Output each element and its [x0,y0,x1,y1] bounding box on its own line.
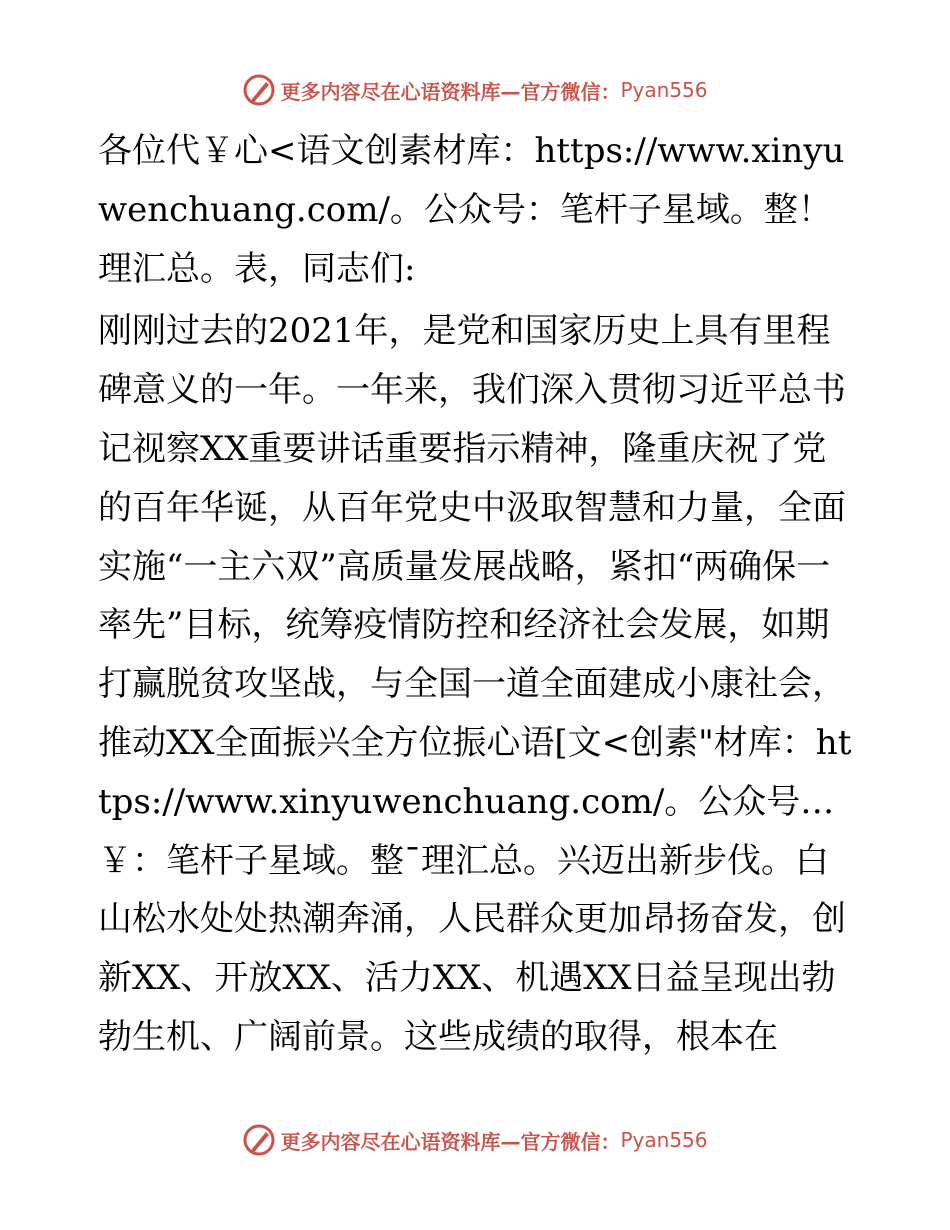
banner-text: 更多内容尽在心语资料库—官方微信： [280,1129,621,1154]
header-banner [0,70,950,110]
pen-logo-icon [242,1123,276,1157]
paragraph-greeting: 各位代￥心<语文创素材库：https://www.xinyuwenchuang.com/。公众号：笔杆子星域。整！理汇总。表，同志们: [98,131,845,289]
banner-contact: Pyan556 [620,78,708,102]
pen-logo-icon [242,73,276,107]
footer-banner [0,1120,950,1160]
paragraph-main: 刚刚过去的2021年，是党和国家历史上具有里程碑意义的一年。一年来，我们深入贯彻习近平总书记视察XX重要讲话重要指示精神，隆重庆祝了党的百年华诞，从百年党史中汲取智慧和力量，全面实施“一主六双”高质量发展战略，紧扣“两确保一率先”目标，统筹疫情防控和经济社会发展，如期打赢脱贫攻坚战，与全国一道全面建成小康社会，推动XX全面振兴全方位振心语[文<创素"材库：https://www.xinyuwenchuang.com/。公众号…￥：笔杆子星域。整¯理汇总。兴迈出新步伐。白山松水处处热潮奔涌，人民群众更加昂扬奋发，创新XX、开放XX、活力XX、机遇XX日益呈现出勃勃生机、广阔前景。这些成绩的取得，根本在 [98,311,852,1057]
banner-text: 更多内容尽在心语资料库—官方微信： [280,79,621,104]
banner-contact: Pyan556 [620,1128,708,1152]
document-body [98,122,858,1071]
